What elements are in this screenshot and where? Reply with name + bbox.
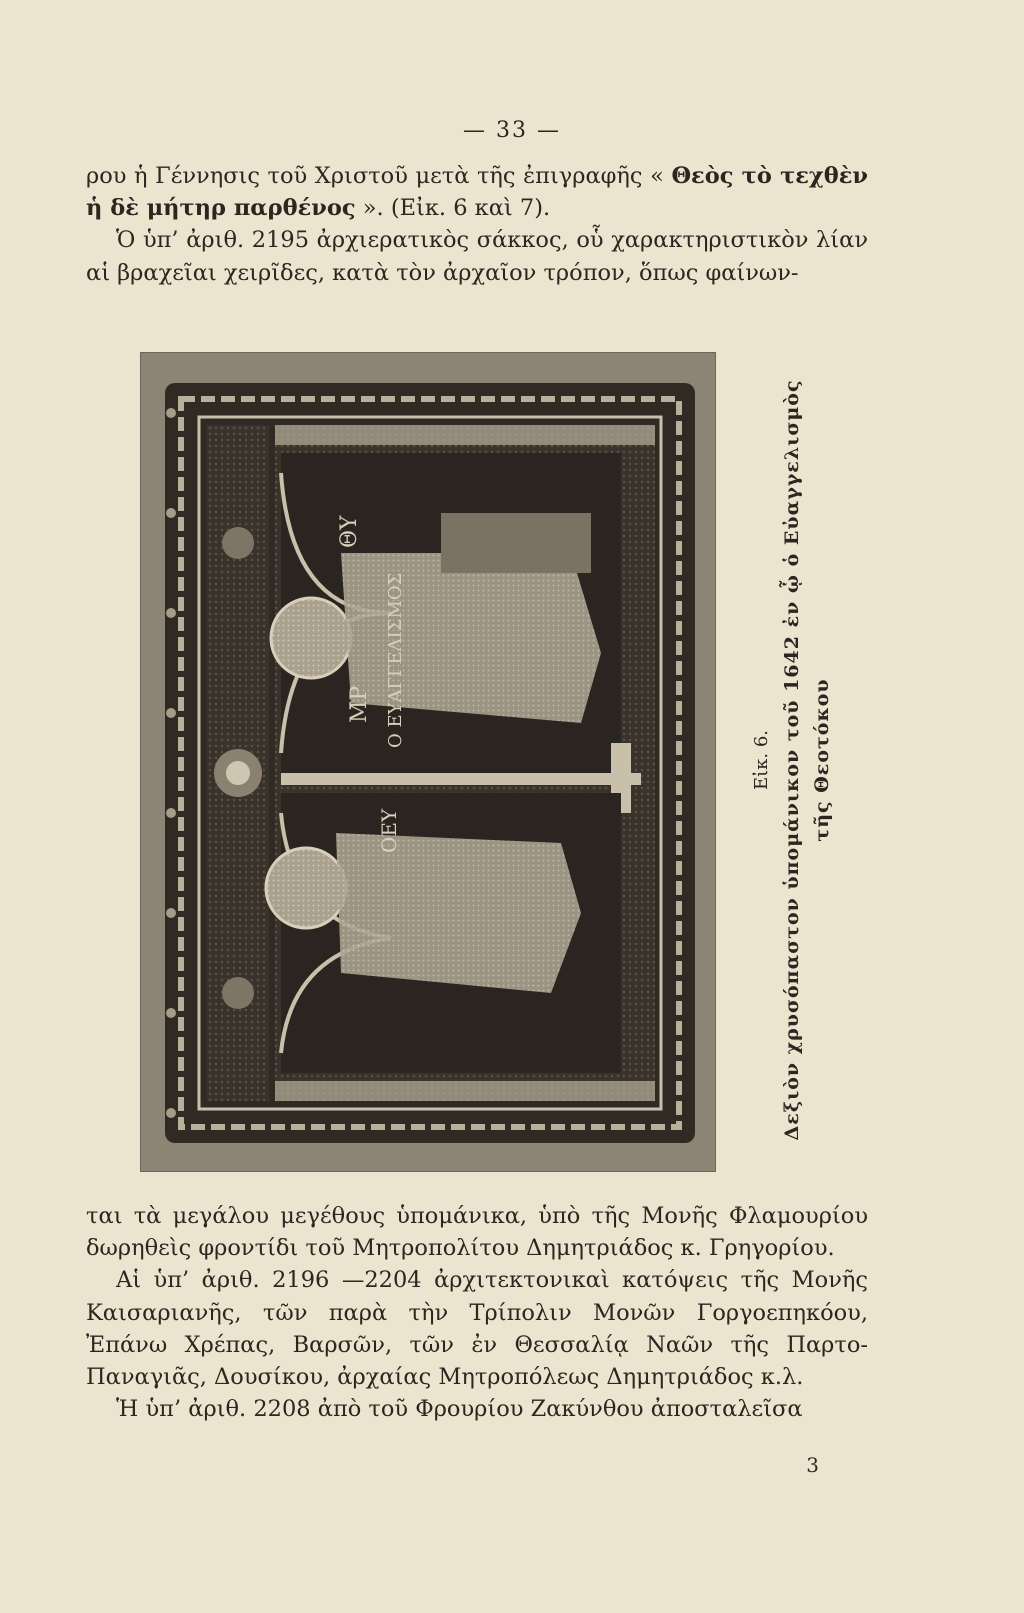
figure-caption — [742, 340, 842, 1180]
page-number: — 33 — — [463, 118, 561, 143]
paragraph-continuation — [86, 160, 868, 224]
inscription-lower: ΟΕΥ — [377, 808, 401, 853]
bottom-paragraphs — [86, 1200, 868, 1425]
inscription-quote: Θεὸς τὸ τεχθὲν ἡ δὲ μήτηρ παρθένος — [86, 163, 869, 222]
inscription-mitir: Μ̄Ρ — [347, 685, 372, 723]
text-before-quote: ρου ἡ Γέννησις τοῦ Χριστοῦ μετὰ τῆς ἐπιγραφῆς « — [86, 163, 664, 189]
text-after-quote: ». (Εἰκ. 6 καὶ 7). — [362, 195, 551, 222]
paragraph-2208: Ἡ ὑπ’ ἀριθ. 2208 ἀπὸ τοῦ Φρουρίου Ζακύνθου ἀποσταλεῖσα — [116, 1396, 803, 1423]
inscription-evangelismos: Ο ΕΥΑΓΓΕΛΙΣΜΟΣ — [385, 572, 406, 748]
caption-figure-number: Εἰκ. 6. — [751, 729, 772, 791]
inscription-theou: ΘΥ — [337, 515, 362, 548]
embroidered-cuff-image — [141, 353, 715, 1171]
paragraph-2196-2204: Αἱ ὑπ’ ἀριθ. 2196 —2204 ἀρχιτεκτονικαὶ κατόψεις τῆς Μονῆς Καισαριανῆς, τῶν παρὰ τὴν Τρίπολιν Μονῶν Γοργοεπηκόου, Ἐπάνω Χρέπας, Βαρσῶν, τῶν ἐν Θεσσαλίᾳ Ναῶν τῆς Παρτο-Παναγιᾶς, Δουσίκου, ἀρχαίας Μητροπόλεως Δημητριάδος κ.λ. — [86, 1267, 868, 1391]
paragraph-2195: Ὁ ὑπ’ ἀριθ. 2195 ἀρχιερατικὸς σάκκος, οὗ χαρακτηριστικὸν λίαν αἱ βραχεῖαι χειρῖδες, κατὰ τὸν ἀρχαῖον τρόπον, ὅπως φαίνων- — [86, 227, 868, 286]
signature-mark: 3 — [806, 1453, 819, 1477]
caption-description: Δεξιὸν χρυσόπαστον ὑπομάνικον τοῦ 1642 ἐν ᾧ ὁ Εὐαγγελισμὸς — [781, 379, 803, 1141]
caption-description-end: τῆς Θεοτόκου — [811, 678, 833, 842]
top-paragraph — [86, 160, 868, 289]
figure-photograph — [140, 352, 716, 1172]
paragraph-continuation-2195: ται τὰ μεγάλου μεγέθους ὑπομάνικα, ὑπὸ τῆς Μονῆς Φλαμουρίου δωρηθεὶς φροντίδι τοῦ Μητροπολίτου Δημητριάδος κ. Γρηγορίου. — [86, 1203, 868, 1262]
